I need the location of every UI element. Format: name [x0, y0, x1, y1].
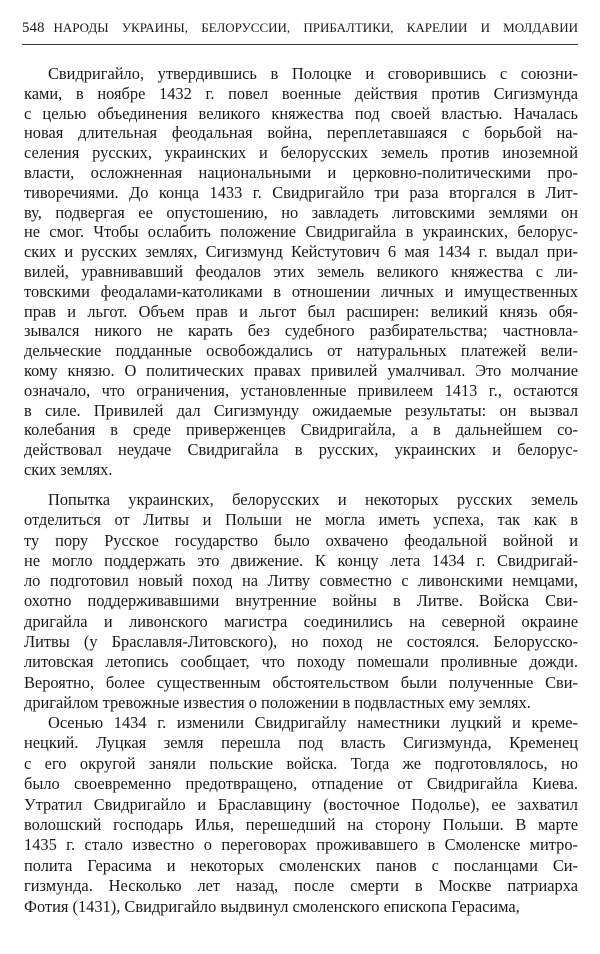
text-line: Утратил Свидригайло и Браславщину (восточное Подолье), ее захватил [24, 794, 578, 814]
text-line: новая длительная феодальная война, переплетавшаяся с борьбой на- [24, 123, 578, 143]
text-line: Фотия (1431), Свидригайло выдвинул смоленского епископа Герасима, [24, 896, 520, 916]
text-line: кому князю. О политических правах привилей умалчивал. Это молчание [24, 360, 578, 380]
text-line: вилей, уравнивавший феодалов этих земель великого княжества с ли- [24, 261, 578, 281]
text-line: ту пору Русское государство было охвачено феодальной войной и [24, 530, 578, 550]
header-rule [22, 44, 578, 45]
text-line: литовская летопись сообщает, что походу помешали проливные дожди. [24, 652, 578, 672]
text-line: не смог. Чтобы ослабить положение Свидригайла в украинских, белорус- [24, 222, 578, 242]
text-line: ло подготовил новый поход на Литву совместно с ливонскими немцами, [24, 571, 578, 591]
text-line: охотно поддерживавшими внутренние войны в Литве. Войска Сви- [24, 591, 578, 611]
text-line: селения русских, украинских и белорусских земель против иноземной [24, 143, 578, 163]
text-line: не могло поддержать это движение. К концу лета 1434 г. Свидригай- [24, 550, 578, 570]
text-line: Вероятно, более существенным обстоятельством были полученные Сви- [24, 672, 578, 692]
text-line: нецкий. Луцкая земля перешла под власть Сигизмунда, Кременец [24, 733, 578, 753]
text-line: было своевременно предотвращено, отпадение от Свидригайла Киева. [24, 774, 578, 794]
paragraph-1 [24, 64, 578, 480]
text-line: волошский господарь Илья, перешедший на сторону Польши. В марте [24, 815, 578, 835]
paragraph-2 [24, 490, 578, 713]
text-line: Литвы (у Браславля-Литовского), но поход не состоялся. Белорусско- [24, 632, 578, 652]
text-line: Осенью 1434 г. изменили Свидригайлу наместники луцкий и креме- [48, 713, 578, 732]
running-header [22, 20, 578, 40]
text-line: действовал неудаче Свидригайла в русских, украинских и белорус- [24, 440, 578, 460]
text-line: власти, осложненная национальными и церковно-политическими про- [24, 162, 578, 182]
text-line: ских и русских землях, Сигизмунд Кейстутович 6 мая 1434 г. выдал при- [24, 242, 578, 262]
text-line: 1435 г. стало известно о переговорах проживавшего в Смоленске митро- [24, 835, 578, 855]
text-line: с его округой заняли польские войска. Тогда же подготовлялось, но [24, 753, 578, 773]
text-line: колебания в среде приверженцев Свидригайла, а в дальнейшем со- [24, 420, 578, 440]
text-line: ских землях. [24, 459, 113, 479]
text-line: дельческие подданные освобождались от натуральных платежей вели- [24, 341, 578, 361]
text-line: ву, подвергая ее опустошению, но завладеть литовскими землями он [24, 202, 578, 222]
page-number: 548 [22, 20, 45, 36]
text-line: ками, в ноябре 1432 г. повел военные действия против Сигизмунда [24, 83, 578, 103]
text-line: гизмунда. Несколько лет назад, после смерти в Москве патриарха [24, 876, 578, 896]
text-line: товскими феодалами-католиками в отношении личных и имущественных [24, 281, 578, 301]
text-line: отделиться от Литвы и Польши не могла иметь успеха, так как в [24, 510, 578, 530]
text-line: дригайла и ливонского магистра соединились на северной окраине [24, 611, 578, 631]
text-line: прав и льгот. Объем прав и льгот был расширен: великий князь обя- [24, 301, 578, 321]
text-line: дригайлом тревожные известия о положении в подвластных ему землях. [24, 692, 531, 712]
text-line: полита Герасима и некоторых смоленских панов с посланцами Си- [24, 855, 578, 875]
running-title: НАРОДЫ УКРАИНЫ, БЕЛОРУССИИ, ПРИБАЛТИКИ, КАРЕЛИИ И МОЛДАВИИ [53, 20, 578, 35]
text-line: означало, что ограничения, установленные привилеем 1413 г., остаются [24, 380, 578, 400]
text-line: зывался никого не карать без судебного разбирательства; частновла- [24, 321, 578, 341]
text-line: с целью объединения великого княжества под своей властью. Началась [24, 103, 578, 123]
text-line: Попытка украинских, белорусских и некоторых русских земель [48, 490, 578, 509]
text-line: тиворечиями. До конца 1433 г. Свидригайло три раза вторгался в Лит- [24, 182, 578, 202]
text-line: в силе. Привилей дал Сигизмунду ожидаемые результаты: он вызвал [24, 400, 578, 420]
text-line: Свидригайло, утвердившись в Полоцке и сговорившись с союзни- [48, 64, 578, 83]
paragraph-3 [24, 713, 578, 917]
